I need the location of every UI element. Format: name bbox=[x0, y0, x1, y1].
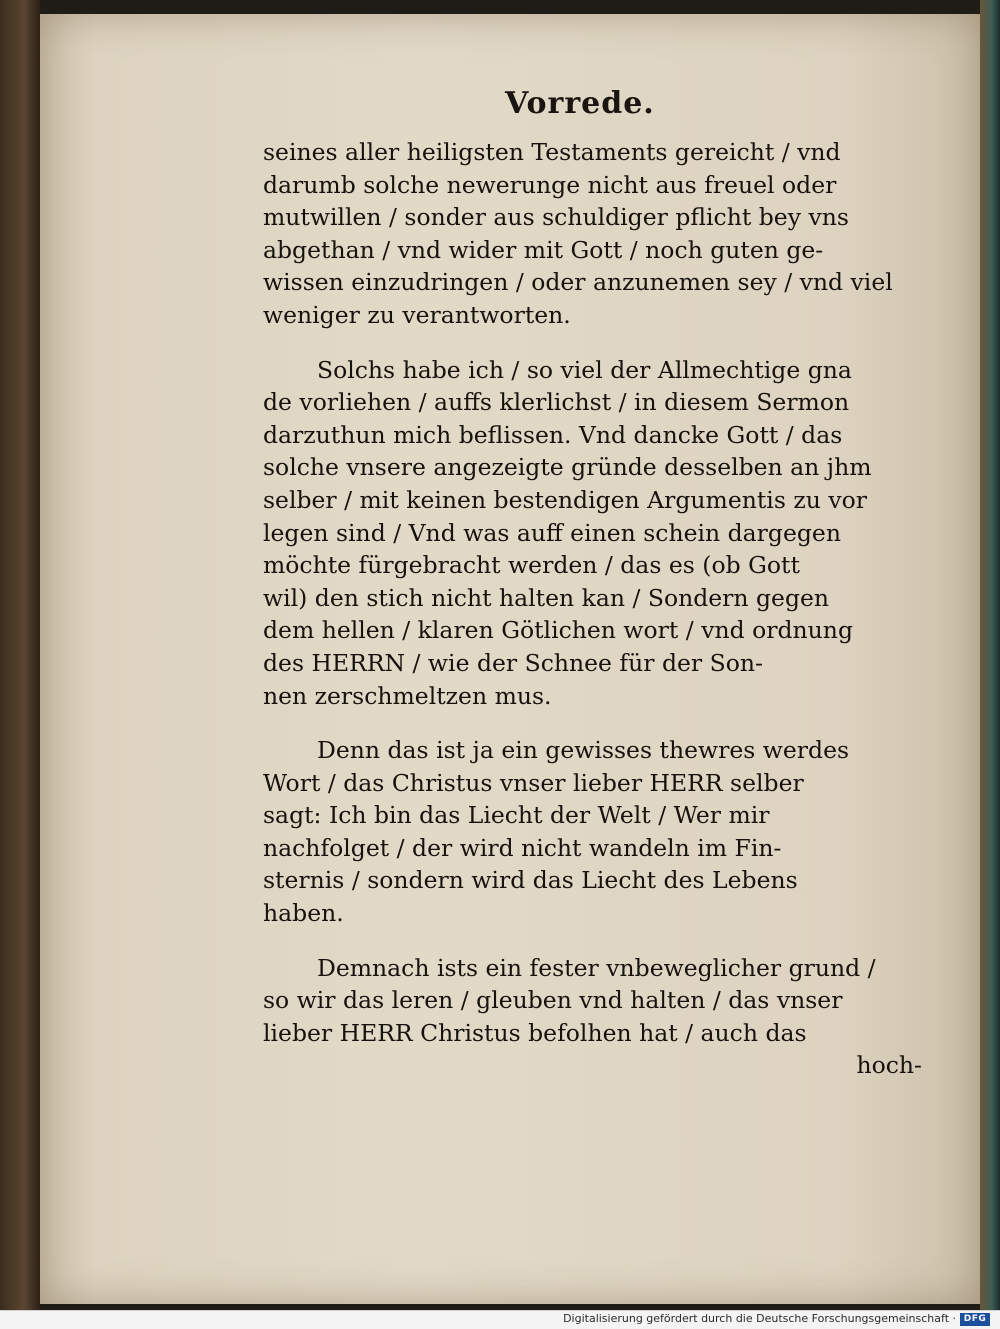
text-line: de vorliehen / auffs klerlichst / in diesem Sermon bbox=[263, 388, 850, 417]
text-line: möchte fürgebracht werden / das es (ob Gott bbox=[263, 551, 800, 580]
text-line: sagt: Ich bin das Liecht der Welt / Wer mir bbox=[263, 801, 770, 830]
dfg-logo-icon[interactable]: DFG bbox=[960, 1313, 990, 1326]
text-line: dem hellen / klaren Götlichen wort / vnd ordnung bbox=[263, 616, 853, 645]
text-line: selber / mit keinen bestendigen Argumentis zu vor bbox=[263, 485, 868, 514]
text-line: Wort / das Christus vnser lieber HERR selber bbox=[263, 768, 804, 797]
text-line: des HERRN / wie der Schnee für der Son- bbox=[263, 648, 763, 677]
page-body bbox=[263, 136, 928, 1082]
text-line: weniger zu verantworten. bbox=[263, 300, 571, 329]
text-line: Denn das ist ja ein gewisses thewres werdes bbox=[317, 736, 850, 765]
text-line: abgethan / vnd wider mit Gott / noch guten ge- bbox=[263, 235, 824, 264]
text-line: seines aller heiligsten Testaments gereicht / vnd bbox=[263, 138, 841, 166]
text-line: so wir das leren / gleuben vnd halten / das vnser bbox=[263, 986, 843, 1015]
text-line: haben. bbox=[263, 899, 344, 928]
text-line: sternis / sondern wird das Liecht des Lebens bbox=[263, 866, 798, 895]
paragraph-1 bbox=[263, 136, 928, 332]
text-line: wil) den stich nicht halten kan / Sondern gegen bbox=[263, 583, 830, 612]
text-line: darumb solche newerunge nicht aus freuel oder bbox=[263, 170, 837, 199]
paragraph-gap bbox=[263, 930, 928, 952]
text-line: lieber HERR Christus befolhen hat / auch das bbox=[263, 1018, 807, 1047]
running-header: Vorrede. bbox=[505, 86, 655, 121]
book-spine-edge bbox=[0, 0, 40, 1310]
paragraph-4 bbox=[263, 952, 928, 1050]
text-line: wissen einzudringen / oder anzunemen sey / vnd viel bbox=[263, 268, 893, 297]
text-line: mutwillen / sonder aus schuldiger pflicht bey vns bbox=[263, 203, 849, 232]
text-line: Solchs habe ich / so viel der Allmechtige gna bbox=[317, 355, 852, 384]
text-line: nen zerschmeltzen mus. bbox=[263, 681, 552, 710]
text-line: Demnach ists ein fester vnbeweglicher grund / bbox=[317, 953, 876, 982]
paragraph-3 bbox=[263, 734, 928, 930]
paragraph-gap bbox=[263, 712, 928, 734]
footer-bar bbox=[0, 1310, 1000, 1329]
paragraph-gap bbox=[263, 332, 928, 354]
catchword: hoch- bbox=[856, 1051, 922, 1080]
paragraph-2 bbox=[263, 354, 928, 713]
text-line: legen sind / Vnd was auff einen schein dargegen bbox=[263, 518, 841, 547]
text-line: solche vnsere angezeigte gründe desselben an jhm bbox=[263, 453, 872, 482]
book-fore-edge bbox=[980, 0, 1000, 1310]
text-line: nachfolget / der wird nicht wandeln im Fin- bbox=[263, 833, 782, 862]
funding-notice[interactable]: Digitalisierung gefördert durch die Deutsche Forschungsgemeinschaft · bbox=[563, 1312, 956, 1325]
text-line: darzuthun mich beflissen. Vnd dancke Gott / das bbox=[263, 420, 843, 449]
